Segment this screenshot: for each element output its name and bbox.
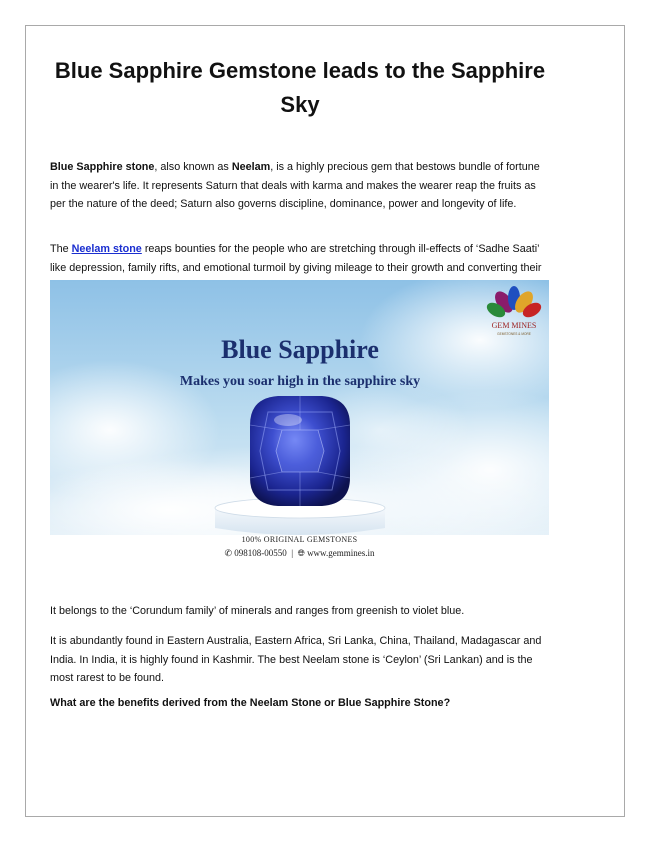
paragraph-corundum: It belongs to the ‘Corundum family’ of minerals and ranges from greenish to violet blue. — [50, 605, 465, 617]
globe-icon: 🌐︎ — [297, 548, 305, 558]
website-url: www.gemmines.in — [307, 548, 375, 558]
para-text: , is a highly precious gem that bestows bundle of fortune in the wearer's life. It represents Saturn that deals with karma and makes the wearer reap the fruits as per the nature of the deed; Saturn also governs discipline, dominance, power and longevity of life. — [50, 161, 540, 211]
phone-icon: ✆ — [224, 548, 233, 558]
logo-tagline: GEMSTONES & MORE — [497, 332, 531, 336]
benefits-question-heading: What are the benefits derived from the Neelam Stone or Blue Sapphire Stone? — [50, 697, 451, 709]
banner-subline: Makes you soar high in the sapphire sky — [179, 374, 421, 389]
separator: | — [291, 548, 294, 558]
paragraph-origin: It is abundantly found in Eastern Australia, Eastern Africa, Sri Lanka, China, Thailand, Madagascar and India. In India, it is highly found in Kashmir. The best Neelam stone is ‘Ceylon’ (Sri Lankan) and is the most rarest to be found. — [50, 635, 542, 685]
gem-table — [276, 430, 324, 472]
banner-headline: Blue Sapphire — [221, 335, 379, 364]
neelam-stone-link[interactable]: Neelam stone — [71, 243, 142, 255]
gem-highlight — [274, 414, 302, 426]
blue-sapphire-banner — [50, 280, 549, 535]
paragraph-intro — [50, 158, 548, 214]
para-text: , also known as — [154, 161, 232, 173]
contact-line — [50, 548, 549, 559]
document-title: Blue Sapphire Gemstone leads to the Sapphire Sky — [54, 58, 546, 117]
para-text: reaps bounties for the people who are stretching through ill-effects of ‘Sadhe Saati’ like depression, family rifts, and emotional turmoil by giving mileage to their growth and converting their — [50, 243, 542, 274]
para-text: The — [50, 243, 72, 255]
original-gemstones-tagline: 100% ORIGINAL GEMSTONES — [241, 535, 358, 544]
logo-text: GEM MINES — [491, 321, 537, 330]
bold-neelam: Neelam — [231, 161, 271, 173]
bold-lead: Blue Sapphire stone — [50, 161, 155, 173]
phone-number: 098108-00550 — [234, 548, 287, 558]
